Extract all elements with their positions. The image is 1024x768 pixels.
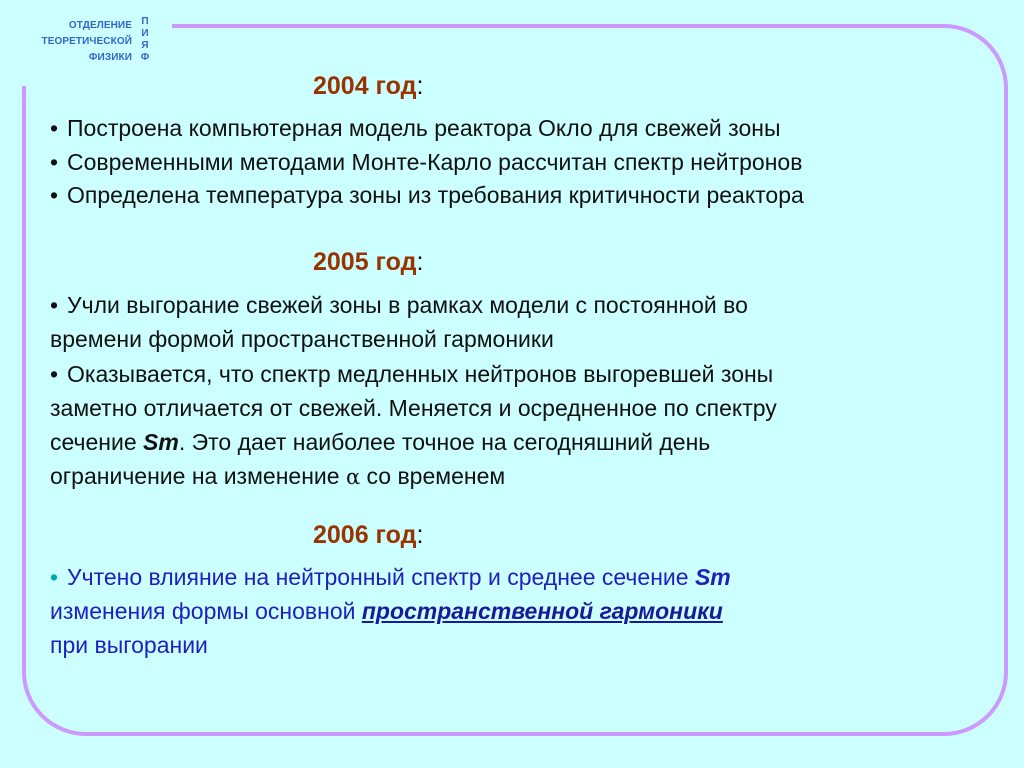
bullet-text: времени формой пространственной гармоники <box>50 326 554 352</box>
bullet-text: со временем <box>360 463 506 489</box>
bullet-item <box>50 357 773 391</box>
year-label: 2004 год <box>313 72 417 100</box>
year-heading-2004 <box>313 72 423 101</box>
bullet-mark: • <box>50 149 59 175</box>
bullet-mark: • <box>50 182 59 208</box>
year-label: 2005 год <box>313 248 417 276</box>
department-logo <box>36 14 162 70</box>
year-colon: : <box>416 521 424 549</box>
logo-line: ОТДЕЛЕНИЕ <box>68 20 132 31</box>
bullet-text: при выгорании <box>50 632 208 658</box>
bullet-item <box>50 288 748 322</box>
sm-symbol: Sm <box>143 429 179 455</box>
bullet-item <box>50 178 804 212</box>
logo-letter: И <box>141 28 149 39</box>
alpha-symbol: α <box>345 465 361 489</box>
logo-letter: Я <box>141 40 149 51</box>
bullet-item <box>50 560 731 594</box>
bullet-text: Определена температура зоны из требования критичности реактора <box>67 182 804 208</box>
logo-letter: Ф <box>140 52 150 63</box>
year-label: 2006 год <box>313 521 417 549</box>
bullet-continuation <box>50 425 710 459</box>
bullet-text: заметно отличается от свежей. Меняется и осредненное по спектру <box>50 395 777 421</box>
year-heading-2006 <box>313 521 423 550</box>
bullet-text: Оказывается, что спектр медленных нейтронов выгоревшей зоны <box>67 361 774 387</box>
bullet-text: изменения формы основной <box>50 598 362 624</box>
bullet-continuation <box>50 391 777 425</box>
bullet-item <box>50 145 802 179</box>
bullet-mark: • <box>50 564 59 590</box>
bullet-mark: • <box>50 115 59 141</box>
sm-symbol: Sm <box>694 564 731 590</box>
bullet-continuation <box>50 594 723 628</box>
bullet-continuation <box>50 322 554 356</box>
logo-line: ФИЗИКИ <box>88 52 132 63</box>
bullet-text: Современными методами Монте-Карло рассчитан спектр нейтронов <box>67 149 803 175</box>
bullet-mark: • <box>50 292 59 318</box>
bullet-continuation <box>50 459 505 494</box>
bullet-text: Учтено влияние на нейтронный спектр и среднее сечение <box>67 564 695 590</box>
emphasized-term: пространственной гармоники <box>361 598 723 624</box>
bullet-text: ограничение на изменение <box>50 463 346 489</box>
logo-line: ТЕОРЕТИЧЕСКОЙ <box>41 36 132 47</box>
bullet-text: Построена компьютерная модель реактора Окло для свежей зоны <box>67 115 781 141</box>
logo-letter: П <box>141 16 149 27</box>
bullet-continuation <box>50 628 208 662</box>
logo-vertical-letters <box>138 16 152 64</box>
bullet-text: сечение <box>50 429 144 455</box>
year-colon: : <box>416 248 424 276</box>
year-colon: : <box>416 72 424 100</box>
year-heading-2005 <box>313 248 423 277</box>
bullet-item <box>50 111 780 145</box>
bullet-text: . Это дает наиболее точное на сегодняшний день <box>178 429 711 455</box>
logo-text <box>42 18 132 66</box>
bullet-mark: • <box>50 361 59 387</box>
bullet-text: Учли выгорание свежей зоны в рамках модели с постоянной во <box>67 292 748 318</box>
